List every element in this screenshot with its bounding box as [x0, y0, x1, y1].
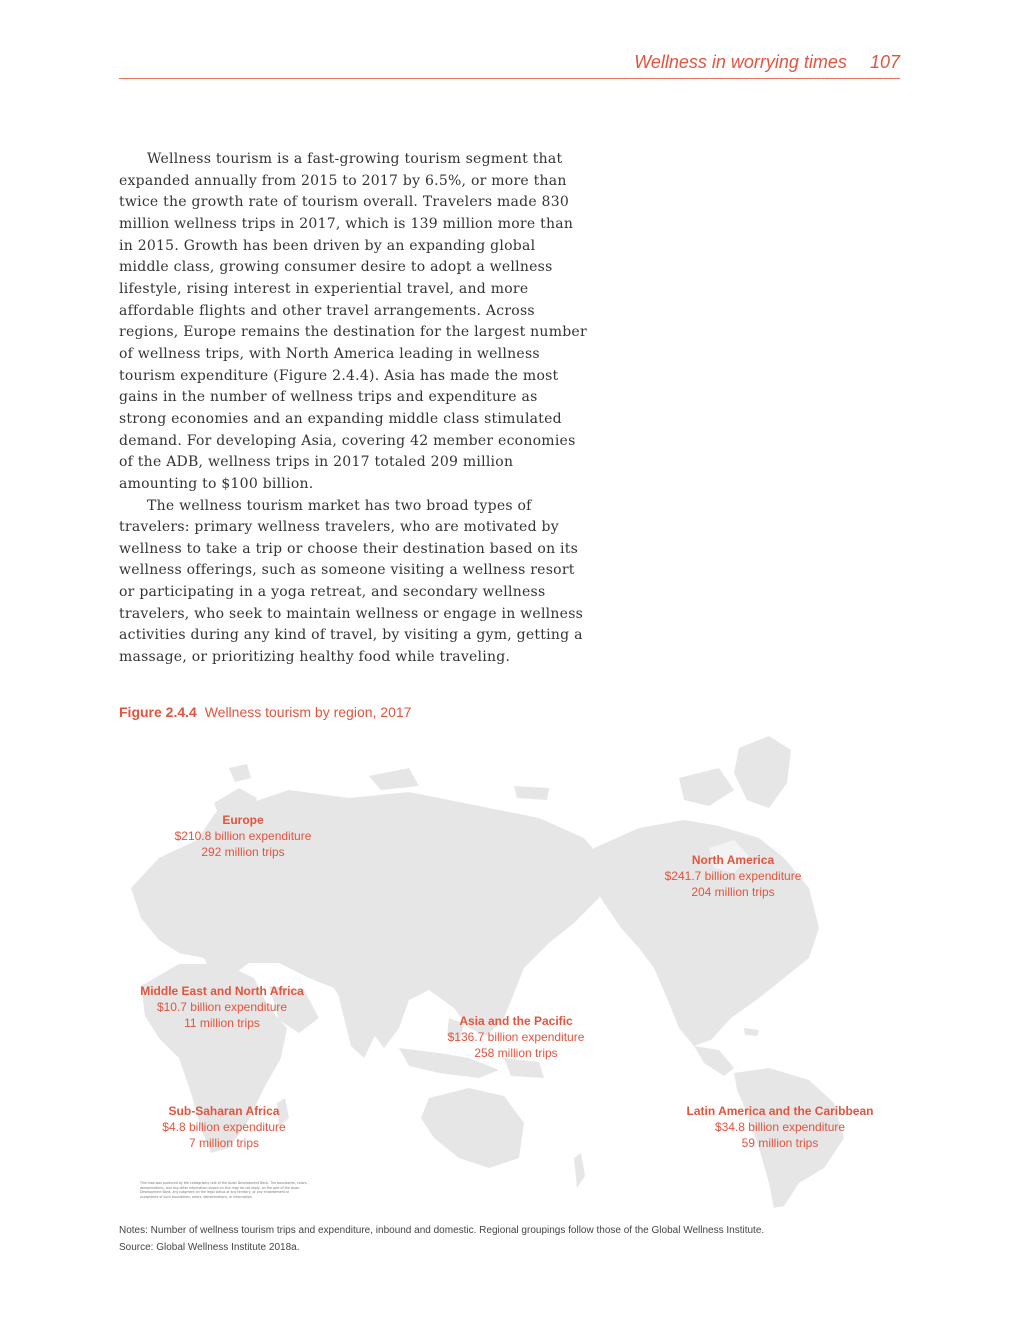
region-expenditure: $210.8 billion expenditure — [174, 829, 312, 843]
paragraph: Wellness tourism is a fast-growing tourism segment that expanded annually from 2015 to 2017 by 6.5%, or more than twice the growth rate of tourism overall. Travelers made 830 million wellness trips in 2017, which is 139 million more than in 2015. Growth has been driven by an expanding global middle class, growing consumer desire to adopt a wellness lifestyle, rising interest in experiential travel, and more affordable flights and other travel arrangements. Across regions, Europe remains the destination for the largest number of wellness trips, with North America leading in wellness tourism expenditure (Figure 2.4.4). Asia has made the most gains in the number of wellness trips and expenditure as strong economies and an expanding middle class stimulated demand. For developing Asia, covering 42 member economies of the ADB, wellness trips in 2017 totaled 209 million amounting to $100 billion. — [119, 151, 587, 492]
region-trips: 11 million trips — [184, 1016, 260, 1030]
region-label-europe — [175, 812, 312, 860]
greenland-shape — [734, 736, 791, 808]
figure-title — [119, 704, 411, 720]
map-disclaimer: This map was produced by the cartography unit of the Asian Development Bank. The boundaries, colors, denominations, and any other information shown on this map do not imply, on the part of the Asian Development Bank, any judgment on the legal status of any territory, or any endorsement or acceptance of such boundaries, colors, denominations, or information. — [140, 1181, 308, 1199]
region-name: Latin America and the Caribbean — [686, 1104, 874, 1118]
world-map — [119, 728, 900, 1212]
figure-label: Figure 2.4.4 — [119, 704, 197, 720]
header-text — [634, 52, 900, 73]
region-trips: 258 million trips — [474, 1046, 558, 1060]
region-expenditure: $136.7 billion expenditure — [447, 1030, 585, 1044]
region-expenditure: $34.8 billion expenditure — [714, 1120, 846, 1134]
region-label-north-america — [665, 852, 802, 900]
page-number: 107 — [869, 52, 900, 72]
region-name: Sub-Saharan Africa — [168, 1104, 280, 1118]
region-trips: 59 million trips — [741, 1136, 819, 1150]
notes-line: Notes: Number of wellness tourism trips and expenditure, inbound and domestic. Regional groupings follow those of the Global Wellness Institute. — [119, 1225, 765, 1236]
region-label-asia-pacific — [448, 1013, 585, 1061]
australia-shape — [421, 1088, 524, 1168]
region-expenditure: $10.7 billion expenditure — [156, 1000, 288, 1014]
region-name: Europe — [222, 813, 264, 827]
paragraph: The wellness tourism market has two broad types of travelers: primary wellness travelers, who are motivated by wellness to take a trip or choose their destination based on its wellness offerings, such as someone visiting a wellness resort or participating in a yoga retreat, and secondary wellness travelers, who seek to maintain wellness or engage in wellness activities during any kind of travel, by visiting a gym, getting a massage, or prioritizing healthy food while traveling. — [119, 497, 584, 666]
region-name: Asia and the Pacific — [459, 1014, 573, 1028]
region-name: North America — [691, 853, 775, 867]
arctic-islands-shape — [679, 768, 734, 806]
region-label-sub-saharan-africa — [162, 1103, 285, 1151]
region-label-middle-east-north-africa — [140, 983, 304, 1031]
running-title: Wellness in worrying times — [634, 52, 847, 72]
region-label-latin-america-caribbean — [687, 1103, 874, 1151]
region-trips: 204 million trips — [691, 885, 775, 899]
region-name: Middle East and North Africa — [140, 984, 304, 998]
region-expenditure: $4.8 billion expenditure — [162, 1120, 286, 1134]
body-text — [119, 149, 589, 669]
figure-caption: Wellness tourism by region, 2017 — [204, 704, 412, 720]
region-trips: 292 million trips — [201, 845, 285, 859]
page-header — [119, 52, 900, 79]
source-line: Source: Global Wellness Institute 2018a. — [119, 1242, 300, 1253]
region-trips: 7 million trips — [188, 1136, 260, 1150]
region-expenditure: $241.7 billion expenditure — [664, 869, 802, 883]
figure-notes — [119, 1222, 900, 1256]
